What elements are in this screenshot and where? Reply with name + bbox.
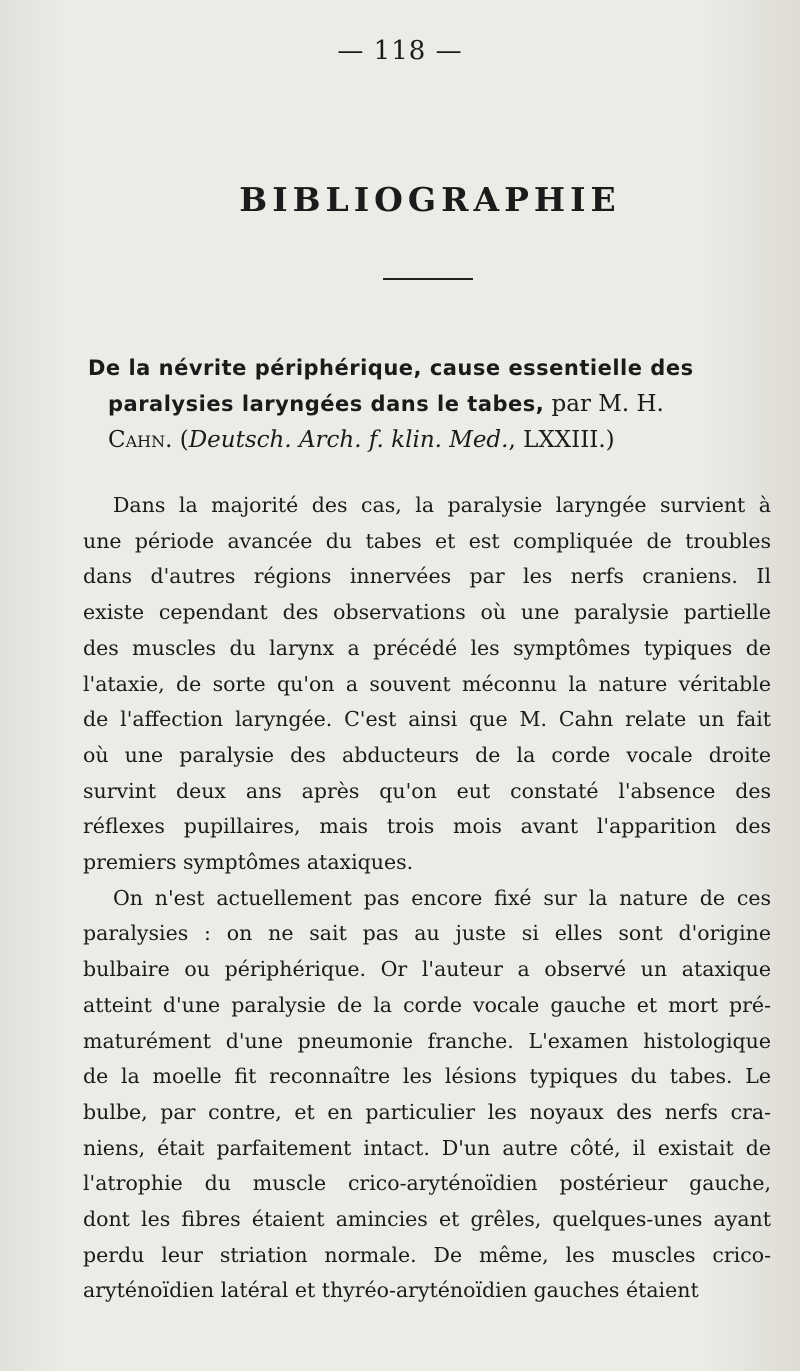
paragraph-line: l'atrophie du muscle crico-aryténoïdien postérieur gauche, xyxy=(83,1171,771,1196)
article-title-line-2 xyxy=(88,386,778,422)
paragraph-line: dont les fibres étaient amincies et grêles, quelques-unes ayant xyxy=(83,1207,771,1232)
article-title-part-2: paralysies laryngées dans le tabes, xyxy=(108,392,545,416)
paragraph-line: l'ataxie, de sorte qu'on a souvent méconnu la nature véritable xyxy=(83,671,771,696)
paragraph-line: niens, était parfaitement intact. D'un autre côté, il existait de xyxy=(83,1135,771,1160)
journal-open: ( xyxy=(172,427,189,453)
paragraph-line: une période avancée du tabes et est compliquée de troubles xyxy=(83,528,771,553)
paragraph-line: de la moelle fit reconnaître les lésions typiques du tabes. Le xyxy=(83,1064,771,1089)
paragraph-line: de l'affection laryngée. C'est ainsi que M. Cahn relate un fait xyxy=(83,707,771,732)
article-title-line-1 xyxy=(88,350,778,386)
paragraph-line: réflexes pupillaires, mais trois mois avant l'apparition des xyxy=(83,814,771,839)
author-name: Cahn. xyxy=(108,427,173,453)
paragraph-line: où une paralysie des abducteurs de la corde vocale droite xyxy=(83,742,771,767)
paragraph-line: des muscles du larynx a précédé les symptômes typiques de xyxy=(83,635,771,660)
paragraph-line: On n'est actuellement pas encore fixé sur la nature de ces xyxy=(113,885,771,910)
article-reference xyxy=(88,350,778,458)
citation-line xyxy=(88,422,778,458)
page-number: — 118 — xyxy=(337,36,463,66)
paragraph xyxy=(83,881,771,1309)
paragraph-line: bulbe, par contre, et en particulier les noyaux des nerfs cra- xyxy=(83,1099,771,1124)
paragraph-line: perdu leur striation normale. De même, les muscles crico- xyxy=(83,1242,771,1267)
author-prefix: par M. H. xyxy=(544,391,664,417)
paragraph-line: Dans la majorité des cas, la paralysie laryngée survient à xyxy=(113,493,771,517)
journal-volume: , LXXIII.) xyxy=(508,427,615,453)
paragraph-line: atteint d'une paralysie de la corde vocale gauche et mort pré- xyxy=(83,992,771,1017)
article-title-part-1: De la névrite périphérique, cause essentielle des xyxy=(88,356,694,380)
paragraph-line: bulbaire ou périphérique. Or l'auteur a observé un ataxique xyxy=(83,957,771,982)
paragraph-line: premiers symptômes ataxiques. xyxy=(83,850,414,875)
paragraph-line: dans d'autres régions innervées par les nerfs craniens. Il xyxy=(83,564,771,589)
paragraph-line: survint deux ans après qu'on eut constaté l'absence des xyxy=(83,778,771,803)
paragraph-line: maturément d'une pneumonie franche. L'examen histologique xyxy=(83,1028,771,1053)
title-divider xyxy=(383,278,473,280)
paragraph-line: aryténoïdien latéral et thyréo-aryténoïdien gauches étaient xyxy=(83,1278,699,1303)
paragraph-line: paralysies : on ne sait pas au juste si elles sont d'origine xyxy=(83,921,771,946)
body-text xyxy=(83,488,771,1309)
paragraph xyxy=(83,488,771,881)
journal-name: Deutsch. Arch. f. klin. Med. xyxy=(188,427,509,453)
paragraph-line: existe cependant des observations où une paralysie partielle xyxy=(83,600,771,625)
section-title: BIBLIOGRAPHIE xyxy=(239,180,621,219)
